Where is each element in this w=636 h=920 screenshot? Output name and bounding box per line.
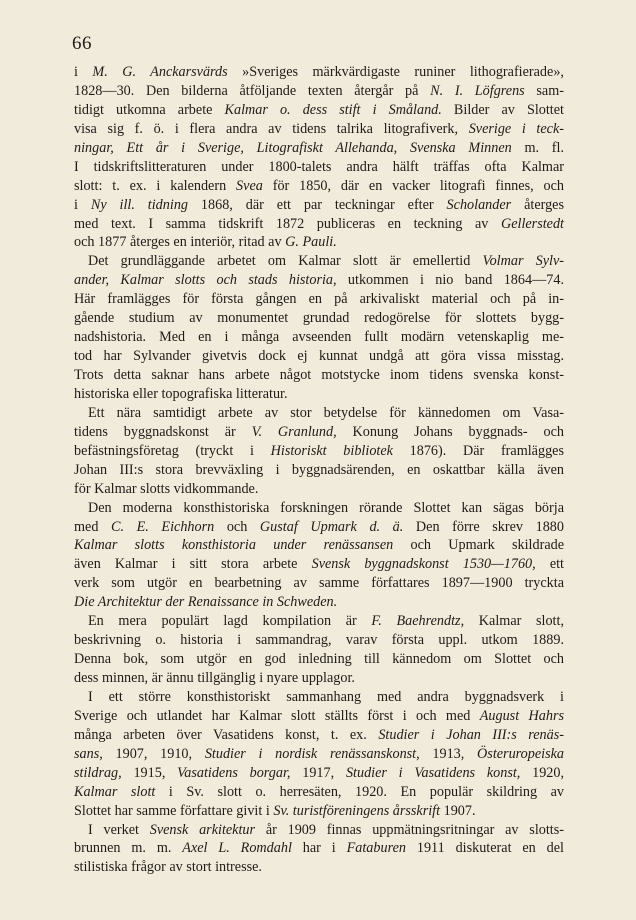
text-line: Sverige och utlandet har Kalmar slott ställts först i och med August Hahrs <box>74 707 564 724</box>
text-line: i Ny ill. tidning 1868, där ett par teckningar efter Scholander återges <box>74 196 564 213</box>
text-line: med text. I samma tidskrift 1872 publiceras en teckning av Gellerstedt <box>74 215 564 232</box>
text-line: En mera populärt lagd kompilation är F. Baehrendtz, Kalmar slott, <box>88 613 564 630</box>
text-line: i M. G. Anckarsvärds »Sveriges märkvärdigaste runiner lithografierade», <box>74 64 564 80</box>
text-line: tidens byggnadskonst är V. Granlund, Konung Johans byggnads- och <box>74 423 565 440</box>
text-line: Här framlägges för första gången en på arkivaliskt material och på in- <box>74 291 564 308</box>
text-line: Die Architektur der Renaissance in Schweden. <box>74 594 338 611</box>
text-line: tidigt utkomna arbete Kalmar o. dess stift i Småland. Bilder av Slottet <box>74 101 564 118</box>
text-line: Denna bok, som utgör en god inledning till kännedom om Slottet och <box>74 651 564 668</box>
text-line: Kalmar slott i Sv. slott o. herresäten, 1920. En populär skildring av <box>74 783 564 800</box>
text-line: historiska eller topografiska litteratur. <box>74 385 288 402</box>
text-line: gående studium av monumentet grundad redogörelse för slottets bygg- <box>74 310 564 327</box>
text-line: tod har Sylvander givetvis dock ej kunnat undgå att göra vissa misstag. <box>74 348 564 365</box>
text-line: dess minnen, är ännu tillgänglig i nyare upplagor. <box>74 670 355 686</box>
text-line: även Kalmar i sitt stora arbete Svensk byggnadskonst 1530—1760, ett <box>74 556 564 573</box>
body-text <box>74 63 564 877</box>
text-line: I verket Svensk arkitektur år 1909 finnas uppmätningsritningar av slotts- <box>88 821 564 838</box>
text-line: Johan III:s stora brevväxling i byggnadsärenden, en oskattbar källa även <box>74 461 564 478</box>
text-line: ningar, Ett år i Sverige, Litografiskt Allehanda, Svenska Minnen m. fl. <box>74 139 564 156</box>
text-line: brunnen m. m. Axel L. Romdahl har i Fataburen 1911 diskuterat en del <box>74 840 564 857</box>
text-line: beskrivning o. historia i sammandrag, varav första uppl. utkom 1889. <box>74 632 564 649</box>
text-line: ander, Kalmar slotts och stads historia, utkommen i nio band 1864—74. <box>74 272 564 289</box>
text-line: sans, 1907, 1910, Studier i nordisk renässanskonst, 1913, Österuropeiska <box>74 745 565 762</box>
text-line: med C. E. Eichhorn och Gustaf Upmark d. ä. Den förre skrev 1880 <box>74 518 564 535</box>
text-line: stildrag, 1915, Vasatidens borgar, 1917, Studier i Vasatidens konst, 1920, <box>74 764 565 781</box>
text-line: för Kalmar slotts vidkommande. <box>74 480 259 497</box>
text-line: slott: t. ex. i kalendern Svea för 1850, där en vacker litografi finnes, och <box>74 177 564 194</box>
text-line: Kalmar slotts konsthistoria under renässansen och Upmark skildrade <box>74 537 565 554</box>
text-line: Det grundläggande arbetet om Kalmar slott är emellertid Volmar Sylv- <box>88 253 565 270</box>
text-line: och 1877 återges en interiör, ritad av G. Pauli. <box>74 234 337 251</box>
text-line: Trots detta saknar hans arbete något motstycke inom tidens svenska konst- <box>74 367 564 383</box>
text-line: I ett större konsthistoriskt sammanhang med andra byggnadsverk i <box>88 688 564 705</box>
text-line: verk som utgör en bearbetning av samme författares 1897—1900 tryckta <box>74 575 564 592</box>
text-line: befästningsföretag (tryckt i Historiskt bibliotek 1876). Där framlägges <box>74 442 564 459</box>
text-line: Den moderna konsthistoriska forskningen rörande Slottet kan sägas börja <box>88 499 564 516</box>
text-line: Slottet har samme författare givit i Sv. turistföreningens årsskrift 1907. <box>74 802 476 819</box>
text-line: 1828—30. Den bilderna åtföljande texten återgår på N. I. Löfgrens sam- <box>74 82 564 99</box>
page-number: 66 <box>72 33 92 54</box>
text-line: nadshistoria. Med en i många avseenden fullt modärn vetenskaplig me- <box>74 329 564 346</box>
text-line: stilistiska frågor av stort intresse. <box>74 859 262 876</box>
text-line: visa sig f. ö. i flera andra av tidens talrika litografiverk, Sverige i teck- <box>74 120 564 137</box>
text-line: Ett nära samtidigt arbete av stor betydelse för kännedomen om Vasa- <box>88 404 564 421</box>
text-line: många arbeten över Vasatidens konst, t. ex. Studier i Johan III:s renäs- <box>74 726 564 743</box>
text-line: I tidskriftslitteraturen under 1800-talets andra hälft träffas ofta Kalmar <box>74 158 564 175</box>
